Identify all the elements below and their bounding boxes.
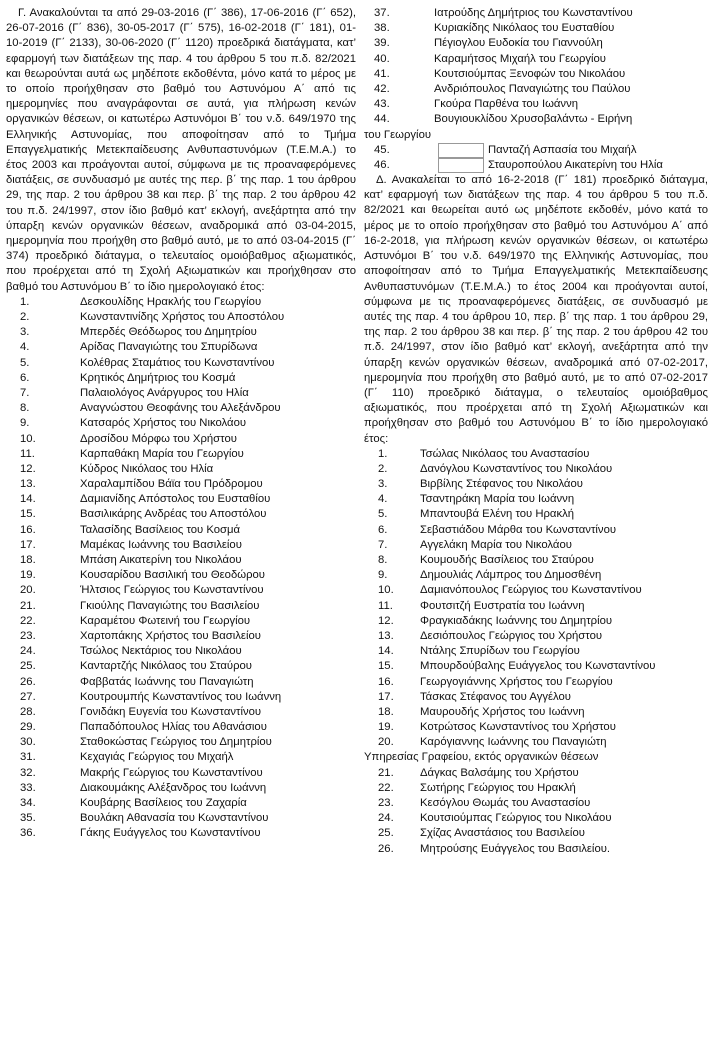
list-item-number: 20. (20, 584, 36, 597)
list-item-name: Φουτσιτζή Ευστρατία του Ιωάννη (420, 599, 585, 612)
list-item-number: 23. (20, 629, 36, 642)
list-item-name: Μπερδές Θεόδωρος του Δημητρίου (80, 326, 257, 339)
list-item (364, 811, 708, 826)
list-item-number: 18. (20, 554, 36, 567)
list-item-number: 31. (20, 751, 36, 764)
list-item (6, 690, 356, 705)
list-item (6, 811, 356, 826)
list-item-name: Κεσόγλου Θωμάς του Αναστασίου (420, 797, 591, 810)
list-item (364, 629, 708, 644)
list-item-number: 24. (378, 812, 394, 825)
list-item-number: 11. (20, 447, 35, 460)
list-item-number: 1. (378, 447, 388, 460)
list-item (6, 386, 356, 401)
list-item-number: 26. (20, 675, 36, 688)
list-item (6, 371, 356, 386)
list-item-name: Φραγκιαδάκης Ιωάννης του Δημητρίου (420, 614, 613, 627)
list-item (364, 462, 708, 477)
list-item-name: Δημουλιάς Λάμπρος του Δημοσθένη (420, 569, 602, 582)
list-item-number: 20. (378, 736, 394, 749)
list-item-name: Καρπαθάκη Μαρία του Γεωργίου (80, 447, 244, 460)
paragraph-gamma (6, 6, 356, 295)
list-item-name: Βουλάκη Αθανασία του Κωνσταντίνου (80, 812, 269, 825)
list-item-number: 41. (374, 67, 390, 80)
list-item-name: Διακουμάκης Αλέξανδρος του Ιωάννη (80, 781, 267, 794)
list-item (6, 705, 356, 720)
list-item-name: Δάγκας Βαλσάμης του Χρήστου (420, 766, 579, 779)
list-item (364, 97, 708, 112)
list-item-name: Πέγιογλου Ευδοκία του Γιαννούλη (434, 37, 603, 50)
list-item-number: 8. (20, 402, 30, 415)
list-item-name: Κουμουδής Βασίλειος του Σταύρου (420, 554, 594, 567)
list-item-number: 1. (20, 295, 30, 308)
list-item-name: Μακρής Γεώργιος του Κωνσταντίνου (80, 766, 263, 779)
list-item (364, 796, 708, 811)
officer-list-gamma-part1 (6, 295, 356, 842)
list-item-name: Καραμέτου Φωτεινή του Γεωργίου (80, 614, 251, 627)
list-item-number: 2. (378, 462, 388, 475)
list-item (364, 36, 708, 51)
list-item-name: Σχίζας Αναστάσιος του Βασιλείου (420, 827, 585, 840)
list-item-name: Δροσίδου Μόρφω του Χρήστου (80, 432, 237, 445)
list-item (364, 842, 708, 857)
list-item-name: Σταθοκώστας Γεώργιος του Δημητρίου (80, 736, 272, 749)
list-item (364, 447, 708, 462)
list-item-name: Μητρούσης Ευάγγελος του Βασιλείου. (420, 842, 611, 855)
list-item-number: 15. (20, 508, 36, 521)
list-item (364, 492, 708, 507)
list-item (6, 492, 356, 507)
list-item (364, 538, 708, 553)
list-item (364, 675, 708, 690)
list-item-number: 30. (20, 736, 36, 749)
list-item (6, 735, 356, 750)
list-item-name: Ανδριόπουλος Παναγιώτης του Παύλου (434, 82, 631, 95)
list-item-number: 12. (20, 462, 36, 475)
list-item-number: 19. (20, 569, 36, 582)
list-item (364, 143, 708, 158)
list-item-name: Κανταρτζής Νικόλαος του Σταύρου (80, 660, 252, 673)
list-item (6, 538, 356, 553)
list-item (364, 507, 708, 522)
list-item-name: Δεσκουλίδης Ηρακλής του Γεωργίου (80, 295, 262, 308)
list-item-number: 23. (378, 797, 394, 810)
list-item-name: Μπαντουβά Ελένη του Ηρακλή (420, 508, 575, 521)
list-item-continuation: του Γεωργίου (364, 128, 432, 141)
list-item (364, 523, 708, 538)
list-item-name: Μαμέκας Ιωάννης του Βασιλείου (80, 538, 242, 551)
list-item-name: Γονιδάκη Ευγενία του Κωνσταντίνου (80, 705, 262, 718)
list-item-name: Κοτρώτσος Κωνσταντίνος του Χρήστου (420, 721, 616, 734)
list-item-number: 39. (374, 37, 390, 50)
list-item-number: 4. (20, 341, 30, 354)
list-item-number: 35. (20, 812, 36, 825)
list-item (364, 599, 708, 614)
list-item-number: 10. (20, 432, 36, 445)
list-item-name: Βουγιουκλίδου Χρυσοβαλάντω - Ειρήνη (434, 113, 633, 126)
list-item-number: 43. (374, 98, 390, 111)
list-item-number: 13. (378, 629, 394, 642)
list-item-name: Μαυρουδής Χρήστος του Ιωάννη (420, 705, 585, 718)
list-item (6, 583, 356, 598)
list-item (364, 82, 708, 97)
list-item-name: Γάκης Ευάγγελος του Κωνσταντίνου (80, 827, 261, 840)
list-item-name: Αρίδας Παναγιώτης του Σπυρίδωνα (80, 341, 258, 354)
list-item-name: Ιατρούδης Δημήτριος του Κωνσταντίνου (434, 7, 633, 19)
list-item-number: 12. (378, 614, 394, 627)
list-item-name: Μπουρδούβαλης Ευάγγελος του Κωνσταντίνου (420, 660, 656, 673)
list-item-number: 32. (20, 766, 36, 779)
list-item-number: 9. (378, 569, 388, 582)
list-item (6, 826, 356, 841)
list-item (364, 568, 708, 583)
list-item (6, 310, 356, 325)
list-item-name: Σεβαστιάδου Μάρθα του Κωνσταντίνου (420, 523, 617, 536)
list-item (6, 477, 356, 492)
list-item (6, 401, 356, 416)
list-item-number: 38. (374, 22, 390, 35)
list-item-number: 10. (378, 584, 394, 597)
list-item-number: 2. (20, 311, 30, 324)
list-item (6, 629, 356, 644)
list-item-number: 44. (374, 113, 390, 126)
list-item-number: 5. (378, 508, 388, 521)
officer-list-gamma-part2 (364, 6, 708, 128)
list-item-name: Κουτρουμπής Κωνσταντίνος του Ιωάννη (80, 690, 282, 703)
list-item-name: Παλαιολόγος Ανάργυρος του Ηλία (80, 386, 249, 399)
list-item-number: 33. (20, 781, 36, 794)
list-item (364, 720, 708, 735)
list-item-number: 25. (20, 660, 36, 673)
list-item (6, 432, 356, 447)
paragraph-gamma-text: Γ. Ανακαλούνται τα από 29-03-2016 (Γ΄ 386), 17-06-2016 (Γ΄ 652), 26-07-2016 (Γ΄ 836), 30-05-2017 (Γ΄ 575), 16-02-2018 (Γ΄ 181), 01-10-2019 (Γ΄ 2133), 30-06-2020 (Γ΄ 1120) προεδρικά διατάγματα, κατ’ εφαρμογή των διατάξεων της παρ. 4 του άρθρου 5 του π.δ. 82/2021 και θεωρούνται αυτά ως μηδέποτε εκδοθέντα, μόνο κατά το μέρος με το οποίο προήχθησαν στο βαθμό του Αστυνόμου Α΄ από τις ημερομηνίες που αναγράφονται σε αυτά, για πλήρωση κενών οργανικών θέσεων, οι κατωτέρω Αστυνόμοι Β΄ του ν.δ. 649/1970 της Ελληνικής Αστυνομίας, που αποφοίτησαν από το Τμήμα Επαγγελματικής Μετεκπαίδευσης Ανθυπαστυνόμων (Τ.Ε.Μ.Α.) το έτος 2003 και προάγονται αυτοί, σύμφωνα με τις προαναφερόμενες διατάξεις, σε συνδυασμό με αυτές της περ. β΄ της παρ. 1 του άρθρου 29, της παρ. 2 του άρθρου 38 και περ. β΄ της παρ. 2 του άρθρου 42 του π.δ. 24/1997, στον ίδιο βαθμό κατ’ εκλογή, ανεξάρτητα από την ύπαρξη κενών οργανικών θέσεων, αναδρομικά από 03-04-2015, ημερομηνία που προήχθη στο βαθμό αυτό, με το από 03-04-2015 (Γ΄ 374) προεδρικό διάταγμα, ο τελευταίος ομοιόβαθμος αξιωματικός, που προέρχεται από τη Σχολή Αξιωματικών και προήχθησαν στο βαθμό του Αστυνόμου Β΄ το ίδιο ημερολογιακό έτος: (6, 7, 356, 293)
list-item (6, 523, 356, 538)
list-item (364, 553, 708, 568)
list-item-number: 21. (378, 766, 394, 779)
list-item (6, 614, 356, 629)
list-item-number: 5. (20, 356, 30, 369)
list-item (6, 659, 356, 674)
list-item-name: Τάσκας Στέφανος του Αγγέλου (420, 690, 571, 703)
list-item (6, 325, 356, 340)
list-item-name: Σωτήρης Γεώργιος του Ηρακλή (420, 781, 576, 794)
list-item-number: 4. (378, 493, 388, 506)
list-item-number: 37. (374, 7, 390, 19)
list-item-number: 22. (20, 614, 36, 627)
list-item-number: 40. (374, 52, 390, 65)
list-item-name: Δαμιανόπουλος Γεώργιος του Κωνσταντίνου (420, 584, 642, 597)
list-item-name: Σταυροπούλου Αικατερίνη του Ηλία (488, 158, 663, 171)
list-item-name: Δανόγλου Κωνσταντίνος του Νικολάου (420, 462, 613, 475)
list-item-number: 14. (20, 493, 36, 506)
list-item-name: Δεσιόπουλος Γεώργιος του Χρήστου (420, 629, 603, 642)
list-item (6, 340, 356, 355)
list-item (364, 52, 708, 67)
list-item-number: 19. (378, 721, 394, 734)
list-item-name: Χαραλαμπίδου Βάϊα του Πρόδρομου (80, 478, 263, 491)
officer-list-office-service (364, 766, 708, 857)
list-item-number: 9. (20, 417, 30, 430)
list-item-name: Παπαδόπουλος Ηλίας του Αθανάσιου (80, 721, 267, 734)
list-item (364, 644, 708, 659)
list-item (6, 356, 356, 371)
list-item-number: 25. (378, 827, 394, 840)
list-item-number: 42. (374, 82, 390, 95)
list-item-name: Δαμιανίδης Απόστολος του Ευσταθίου (80, 493, 271, 506)
list-item-number: 14. (378, 645, 394, 658)
list-item-name: Κουβάρης Βασίλειος του Ζαχαρία (80, 797, 247, 810)
list-item (6, 675, 356, 690)
list-item-number: 16. (378, 675, 394, 688)
list-item-name: Κρητικός Δημήτριος του Κοσμά (80, 371, 236, 384)
list-item (364, 21, 708, 36)
list-item (6, 750, 356, 765)
list-item-name: Κουσαρίδου Βασιλική του Θεοδώρου (80, 569, 265, 582)
list-item-name: Χαρτοπάκης Χρήστος του Βασιλείου (80, 629, 261, 642)
list-item (364, 826, 708, 841)
list-item (6, 462, 356, 477)
list-item-name: Ντάλης Σπυρίδων του Γεωργίου (420, 645, 580, 658)
list-item-number: 46. (374, 158, 390, 171)
list-item-number: 18. (378, 705, 394, 718)
list-item-name: Βασιλικάρης Ανδρέας του Αποστόλου (80, 508, 267, 521)
redaction-box (438, 158, 484, 173)
list-item (6, 568, 356, 583)
list-item-name: Γκούρα Παρθένα του Ιωάννη (434, 98, 579, 111)
list-item (6, 781, 356, 796)
list-item-name: Κουτσιούμπας Γεώργιος του Νικολάου (420, 812, 612, 825)
list-item-name: Τσώλος Νεκτάριος του Νικολάου (80, 645, 242, 658)
list-item (6, 295, 356, 310)
redaction-box (438, 143, 484, 158)
subheading-office-service: Υπηρεσίας Γραφείου, εκτός οργανικών θέσεων (364, 751, 599, 764)
list-item-name: Τσαντηράκη Μαρία του Ιωάννη (420, 493, 575, 506)
list-item-number: 8. (378, 554, 388, 567)
list-item-name: Καρόγιαννης Ιωάννης του Παναγιώτη (420, 736, 607, 749)
list-item-number: 27. (20, 690, 36, 703)
list-item-name: Κύδρος Νικόλαος του Ηλία (80, 462, 214, 475)
list-item-number: 7. (20, 386, 30, 399)
list-item-number: 6. (378, 523, 388, 536)
list-item-name: Φαββατάς Ιωάννης του Παναγιώτη (80, 675, 254, 688)
list-item (364, 614, 708, 629)
list-item (364, 781, 708, 796)
list-item-name: Γκιούλης Παναγιώτης του Βασιλείου (80, 599, 260, 612)
list-item-number: 6. (20, 371, 30, 384)
list-item-number: 45. (374, 143, 390, 156)
list-item-number: 3. (378, 478, 388, 491)
list-item-number: 36. (20, 827, 36, 840)
list-item-name: Ταλασίδης Βασίλειος του Κοσμά (80, 523, 241, 536)
list-item-name: Κωνσταντινίδης Χρήστος του Αποστόλου (80, 311, 285, 324)
list-item-name: Μπάση Αικατερίνη του Νικολάου (80, 554, 242, 567)
list-item-number: 21. (20, 599, 36, 612)
list-item-name: Κουτσιούμπας Ξενοφών του Νικολάου (434, 67, 626, 80)
list-item (6, 507, 356, 522)
list-item (6, 766, 356, 781)
list-item-name: Ήλτσιος Γεώργιος του Κωνσταντίνου (80, 584, 264, 597)
list-item (364, 705, 708, 720)
list-item-name: Αναγνώστου Θεοφάνης του Αλεξάνδρου (80, 402, 281, 415)
list-item-name: Κολέθρας Σταμάτιος του Κωνσταντίνου (80, 356, 275, 369)
officer-list-gamma-redacted (364, 143, 708, 173)
left-column (6, 6, 356, 842)
list-item-name: Τσώλας Νικόλαος του Αναστασίου (420, 447, 590, 460)
list-item (364, 477, 708, 492)
list-item-number: 7. (378, 538, 388, 551)
list-item (6, 796, 356, 811)
list-item (6, 644, 356, 659)
list-item (6, 416, 356, 431)
list-item-number: 28. (20, 705, 36, 718)
list-item-number: 24. (20, 645, 36, 658)
list-item-number: 29. (20, 721, 36, 734)
list-item-number: 3. (20, 326, 30, 339)
list-item (6, 599, 356, 614)
list-item-number: 22. (378, 781, 394, 794)
list-item-name: Καραμήτσος Μιχαήλ του Γεωργίου (434, 52, 606, 65)
list-item (6, 553, 356, 568)
right-column (364, 6, 708, 857)
officer-list-delta (364, 447, 708, 751)
list-item-name: Κατσαρός Χρήστος του Νικολάου (80, 417, 247, 430)
list-item-number: 34. (20, 797, 36, 810)
list-item (364, 735, 708, 750)
list-item (6, 447, 356, 462)
list-item-number: 11. (378, 599, 393, 612)
list-item-number: 17. (378, 690, 394, 703)
list-item-name: Βιρβίλης Στέφανος του Νικολάου (420, 478, 583, 491)
list-item (364, 6, 708, 21)
list-item-number: 26. (378, 842, 394, 855)
list-item (364, 659, 708, 674)
list-item (364, 112, 708, 127)
list-item (364, 766, 708, 781)
list-item-number: 13. (20, 478, 36, 491)
list-item-name: Αγγελάκη Μαρία του Νικολάου (420, 538, 572, 551)
list-item (364, 158, 708, 173)
list-item-name: Γεωργογιάννης Χρήστος του Γεωργίου (420, 675, 613, 688)
list-item (364, 583, 708, 598)
list-item-name: Κυριακίδης Νικόλαος του Ευσταθίου (434, 22, 615, 35)
list-item-name: Κεχαγιάς Γεώργιος του Μιχαήλ (80, 751, 234, 764)
list-item-number: 17. (20, 538, 36, 551)
paragraph-delta-text: Δ. Ανακαλείται το από 16-2-2018 (Γ΄ 181) προεδρικό διάταγμα, κατ’ εφαρμογή των διατάξεων της παρ. 4 του άρθρου 5 του π.δ. 82/2021 και θεωρείται αυτό ως μηδέποτε εκδοθέν, μόνο κατά το μέρος με το οποίο προήχθησαν στο βαθμό του Αστυνόμου Α΄ από 16-2-2018, για πλήρωση κενών οργανικών θέσεων, οι κατωτέρω Αστυνόμοι Β΄ του ν.δ. 649/1970 της Ελληνικής Αστυνομίας, που αποφοίτησαν από το Τμήμα Επαγγελματικής Μετεκπαίδευσης Ανθυπαστυνόμων (Τ.Ε.Μ.Α.) το έτος 2004 και προάγονται αυτοί, σύμφωνα με τις προαναφερόμενες διατάξεις, σε συνδυασμό με αυτές της παρ. 4 του άρθρου 10, περ. β΄ της παρ. 1 του άρθρου 29, της παρ. 2 του άρθρου 38 και περ. β΄ της παρ. 2 του άρθρου 42 του π.δ. 24/1997, στον ίδιο βαθμό κατ’ εκλογή, ανεξάρτητα από την ύπαρξη κενών οργανικών θέσεων, αναδρομικά από 07-02-2017, ημερομηνία που προήχθη στο βαθμό αυτό, με το από 07-02-2017 (Γ΄ 110) προεδρικό διάταγμα, ο τελευταίος ομοιόβαθμος αξιωματικός, που προέρχεται από τη Σχολή Αξιωματικών και προήχθησαν στο βαθμό του Αστυνόμου Β΄ το ίδιο ημερολογιακό έτος: (364, 174, 708, 445)
list-item-name: Πανταζή Ασπασία του Μιχαήλ (488, 143, 637, 156)
paragraph-delta (364, 173, 708, 447)
list-item (6, 720, 356, 735)
list-item-number: 16. (20, 523, 36, 536)
list-item (364, 690, 708, 705)
list-item (364, 67, 708, 82)
list-item-number: 15. (378, 660, 394, 673)
